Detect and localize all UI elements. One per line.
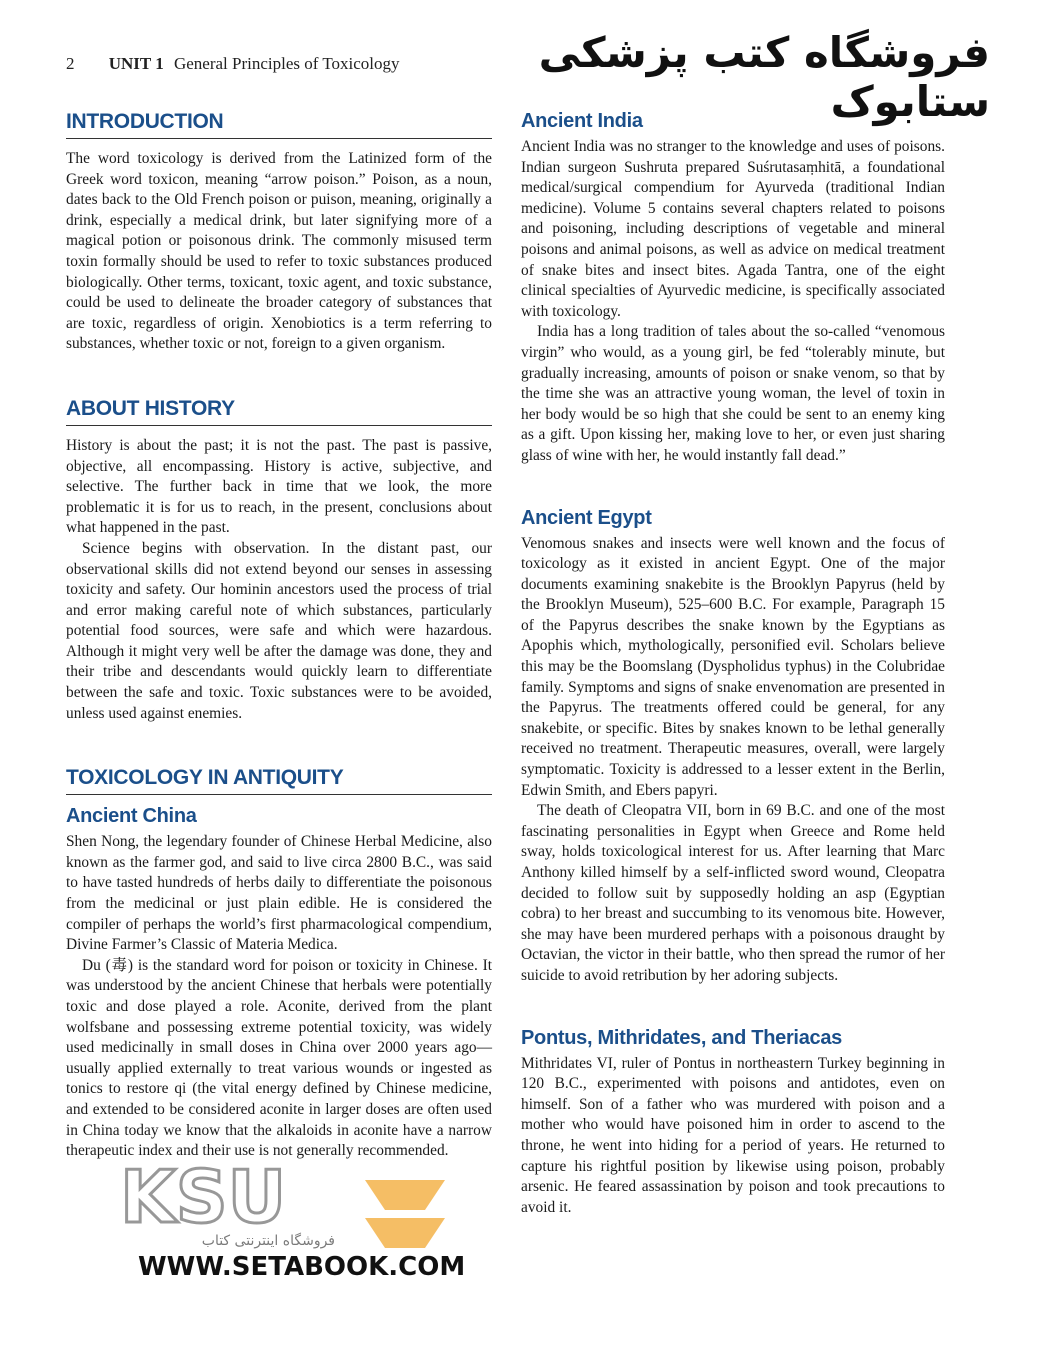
china-paragraph-2: Du (毒) is the standard word for poison or toxicity in Chinese. It was understood by the ancient Chinese that herbals were potentially toxic and dose played a role. Aconite, derived from the plant wolfsbane and possessing extreme potential toxicity, was widely used medicinally in small doses in China over 2000 years ago—usually applied externally to treat various wounds or ingested as tonics to restore qi (the vital energy defined by Chinese medicine, and extended to be considered aconite in larger doses are often used in China today we know that the alkaloids in aconite have a narrow therapeutic index and their use is not generally recommended. xyxy=(66,956,492,1160)
section-heading-about-history: ABOUT HISTORY xyxy=(66,397,492,426)
pontus-paragraph: Mithridates VI, ruler of Pontus in northeastern Turkey beginning in 120 B.C., experimented with poisons and antidotes, even on himself. Son of a father who was murdered with poison and a mother who would have poisoned him in order to ascend to the throne, he went into hiding for a period of years. He returned to capture his rightful position by likewise using poison, probably arsenic. He feared assassination by poison and took precautions to avoid it. xyxy=(521,1054,945,1216)
unit-title: General Principles of Toxicology xyxy=(173,54,400,73)
unit-label: UNIT 1 xyxy=(108,54,164,73)
left-column xyxy=(66,110,492,1162)
page-number: 2 xyxy=(66,54,75,73)
egypt-paragraph-1: Venomous snakes and insects were well known and the focus of toxicology as it existed in ancient Egypt. One of the major documents examining snakebite is the Brooklyn Papyrus (held by the Brooklyn Museum), 525–600 B.C. For example, Paragraph 15 of the Papyrus describes the snake known by the Egyptians as Apophis which, mythologically, personified evil. Scholars believe this may be the Boomslang (Dyspholidus typhus) in the Colubridae family. Symptoms and signs of snake envenomation are presented in the Papyrus. The treatments offered could be general, for any snakebite, or specific. Bites by snakes known to be lethal generally received no treatment. Therapeutic measures, overall, were largely symptomatic. Toxicity is addressed to a lesser extent in the Berlin, Edwin Smith, and Ebers papyri. xyxy=(521,534,945,799)
watermark-chevron-icon xyxy=(365,1180,445,1210)
subheading-ancient-egypt: Ancient Egypt xyxy=(521,506,652,529)
right-column xyxy=(521,110,945,1218)
running-header xyxy=(66,54,400,74)
store-banner: فروشگاه کتب پزشکی ستابوک xyxy=(538,28,990,126)
subheading-ancient-china: Ancient China xyxy=(66,805,197,828)
india-paragraph-1: Ancient India was no stranger to the knowledge and uses of poisons. Indian surgeon Sushruta prepared Suśrutasaṃhitā, a foundational medical/surgical compendium for Ayurveda (traditional Indian medicine). Volume 5 contains several chapters related to poisons and poisoning, including descriptions of vegetable and mineral poisons and animal poisons, as well as advice on medical treatment of snake bites and insect bites. Agada Tantra, one of the eight clinical specialties of Ayurvedic medicine, is specifically associated with toxicology. xyxy=(521,138,945,320)
subheading-ancient-india: Ancient India xyxy=(521,110,643,132)
india-paragraph-2: India has a long tradition of tales about the so-called “venomous virgin” who would, as a young girl, be fed “tolerably minute, but gradually increasing, amounts of poison or snake venom, so that by the time she was an attractive young woman, the level of toxin in her body would be so high that she could be sent to an enemy king as a gift. Upon kissing her, making love to her, or even just sharing glass of wine with her, he would instantly fall dead.” xyxy=(521,323,945,464)
section-heading-introduction: INTRODUCTION xyxy=(66,110,492,139)
watermark-url: WWW.SETABOOK.COM xyxy=(138,1252,466,1282)
egypt-paragraph-2: The death of Cleopatra VII, born in 69 B.C. and one of the most fascinating personalities in Egypt when Greece and Rome held sway, holds toxicological interest for us. After learning that Marc Anthony killed himself by a self-inflicted sword wound, Cleopatra decided to follow suit by supposedly holding an asp (Egyptian cobra) to her breast and succumbing to its venomous bite. However, she may have been murdered perhaps with a poisonous draught by Octavian, the victor in their battle, who then spread the rumor of her suicide to avoid retribution by her adoring subjects. xyxy=(521,802,945,984)
watermark-chevron-icon xyxy=(365,1218,445,1248)
section-heading-antiquity: TOXICOLOGY IN ANTIQUITY xyxy=(66,766,492,795)
subheading-pontus: Pontus, Mithridates, and Theriacas xyxy=(521,1026,842,1049)
watermark-tagline: فروشگاه اینترنتی کتاب xyxy=(201,1233,335,1249)
china-paragraph-1: Shen Nong, the legendary founder of Chinese Herbal Medicine, also known as the farmer god, and said to live circa 2800 B.C., was said to have tasted hundreds of herbs daily to differentiate the poisonous from the medicinal or just plain edible. He is considered the compiler of perhaps the world’s first pharmacological compendium, Divine Farmer’s Classic of Materia Medica. xyxy=(66,833,492,954)
history-paragraph-1: History is about the past; it is not the past. The past is passive, objective, all encompassing. History is active, subjective, and selective. The further back in time that we look, the more problematic it is for us to reach, in the present, conclusions about what happened in the past. xyxy=(66,436,492,537)
intro-paragraph: The word toxicology is derived from the Latinized form of the Greek word toxicon, meaning “arrow poison.” Poison, as a noun, dates back to the Old French poison or puison, meaning, originally a drink, especially a medical drink, but later signifying more of a magical potion or poisonous drink. The commonly misused term toxin formally should be used to refer to toxic substances produced biologically. Other terms, toxicant, toxic agent, and toxic substance, could be used to delineate the broader category of substances that are toxic, regardless of origin. Xenobiotics is a term referring to substances, whether toxic or not, foreign to a given organism. xyxy=(66,150,492,353)
watermark-logo-text: KSU xyxy=(120,1155,287,1239)
history-paragraph-2: Science begins with observation. In the distant past, our observational skills did not extend beyond our senses in assessing toxicity and safety. Our hominin ancestors used the process of trial and error making careful note of which substances, particularly potential food sources, were safe and which were hazardous. Although it might very well be after the damage was done, they and their tribe and descendants would quickly learn to differentiate between the safe and toxic. Toxic substances were to be avoided, unless used against enemies. xyxy=(66,539,492,722)
